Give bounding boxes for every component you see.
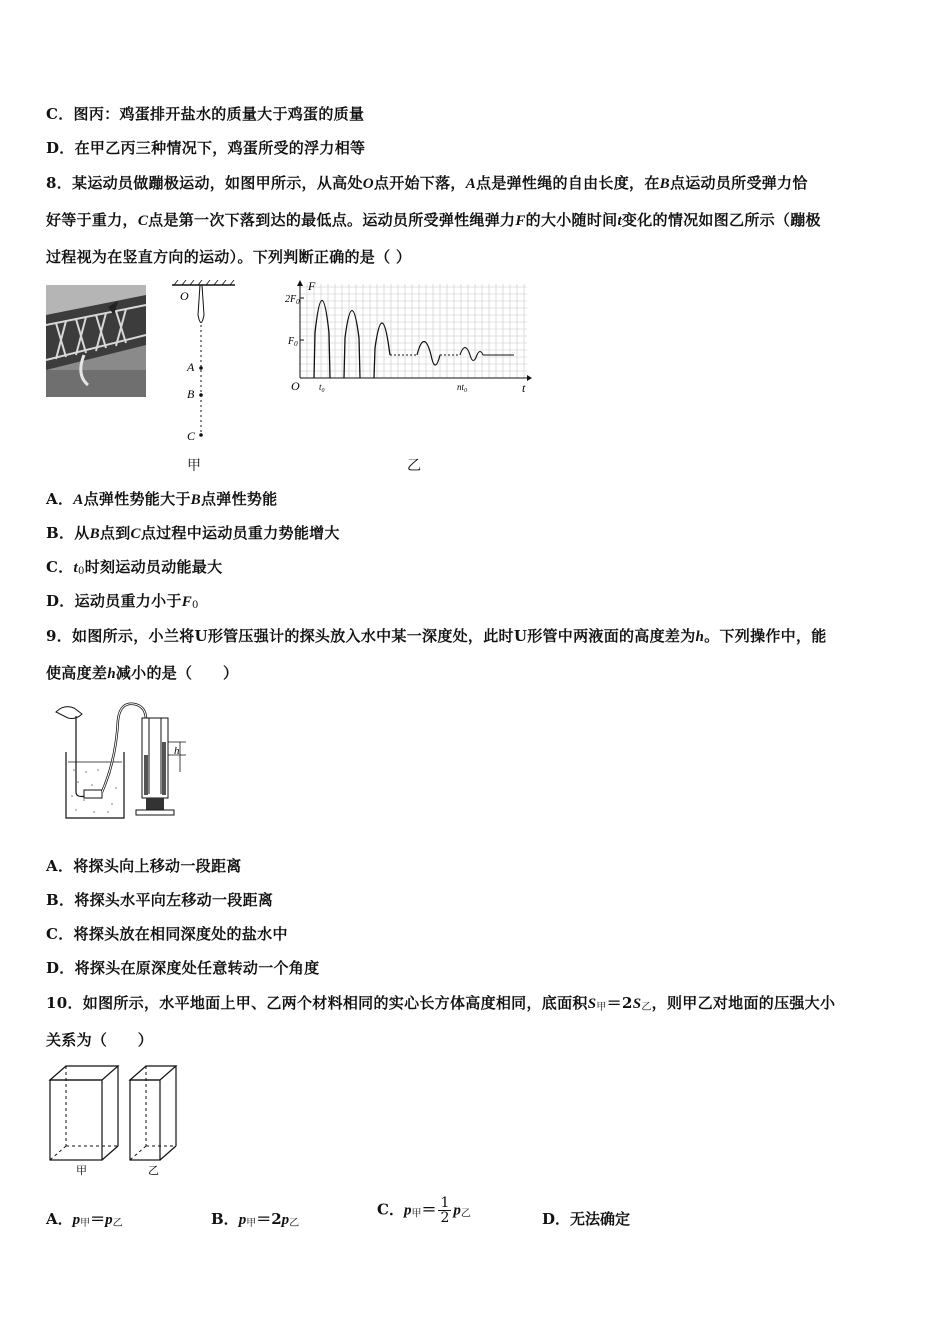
q8-stem-line2: 好等于重力，C点是第一次下落到达的最低点。运动员所受弹性绳弹力F的大小随时间t变化的情况如图乙所示（蹦极 [46, 211, 821, 229]
q10-stem-line1: 10．如图所示，水平地面上甲、乙两个材料相同的实心长方体高度相同，底面积$S_甲=2S_乙$，则甲乙对地面的压强大小 [46, 994, 836, 1013]
q9-option-c: C．将探头放在相同深度处的盐水中 [46, 925, 288, 943]
cuboids-figure [46, 1062, 196, 1178]
x-tick-t0: $t_0$ [319, 382, 325, 394]
q8-option-b: B．从B点到C点过程中运动员重力势能增大 [46, 524, 340, 542]
origin-label: O [291, 379, 300, 393]
point-c-label: C [187, 429, 196, 443]
q7-option-d: D．在甲乙丙三种情况下，鸡蛋所受的浮力相等 [46, 139, 366, 157]
x-tick-nt0: $nt_0$ [457, 382, 468, 394]
q8-option-c: C．$t_0$时刻运动员动能最大 [46, 558, 223, 577]
q9-stem-line1: 9．如图所示，小兰将U形管压强计的探头放入水中某一深度处，此时U形管中两液面的高度差为h。下列操作中，能 [46, 627, 827, 645]
y-axis-label: F [308, 279, 316, 293]
figure-yi-caption: 乙 [407, 458, 421, 474]
q10-stem-line2: 关系为（ ） [46, 1031, 154, 1049]
q9-stem-line2: 使高度差h减小的是（ ） [46, 664, 239, 682]
figure-jia-caption: 甲 [187, 458, 201, 474]
bungee-photo [46, 285, 146, 397]
cuboid-jia-label: 甲 [76, 1164, 87, 1177]
q8-option-d: D．运动员重力小于$F_0$ [46, 592, 199, 611]
fraction-one-half: $\frac{1}{2}$ [440, 1195, 450, 1226]
point-a-label: A [187, 360, 195, 374]
bungee-schematic [160, 280, 250, 450]
q10-option-c: C．$p_甲=$ $\frac{1}{2}$ $p_乙$ [377, 1195, 471, 1226]
q10-option-b: B．$p_甲=2p_乙$ [211, 1210, 300, 1229]
force-time-graph [282, 278, 532, 396]
x-axis-label: t [522, 381, 526, 395]
u-tube-manometer [46, 700, 196, 822]
q8-stem-line1: 8．某运动员做蹦极运动，如图甲所示，从高处O点开始下落，A点是弹性绳的自由长度，在B点运动员所受弹力恰 [46, 174, 808, 192]
y-tick-f0: $F_0$ [288, 336, 298, 348]
height-h-label: h [174, 745, 180, 757]
q8-option-a: A．A点弹性势能大于B点弹性势能 [46, 490, 278, 508]
y-tick-2f0: $2F_0$ [285, 294, 300, 306]
point-b-label: B [187, 387, 195, 401]
q7-option-c: C．图丙：鸡蛋排开盐水的质量大于鸡蛋的质量 [46, 105, 365, 123]
q8-stem-line3: 过程视为在竖直方向的运动）。下列判断正确的是（ ） [46, 248, 412, 266]
q9-option-d: D．将探头在原深度处任意转动一个角度 [46, 959, 320, 977]
q10-option-a: A．$p_甲=p_乙$ [46, 1210, 123, 1229]
q9-option-b: B．将探头水平向左移动一段距离 [46, 891, 274, 909]
cuboid-yi-label: 乙 [148, 1164, 159, 1177]
q9-option-a: A．将探头向上移动一段距离 [46, 857, 242, 875]
q10-option-d: D．无法确定 [542, 1210, 631, 1228]
point-o-label: O [180, 289, 189, 303]
